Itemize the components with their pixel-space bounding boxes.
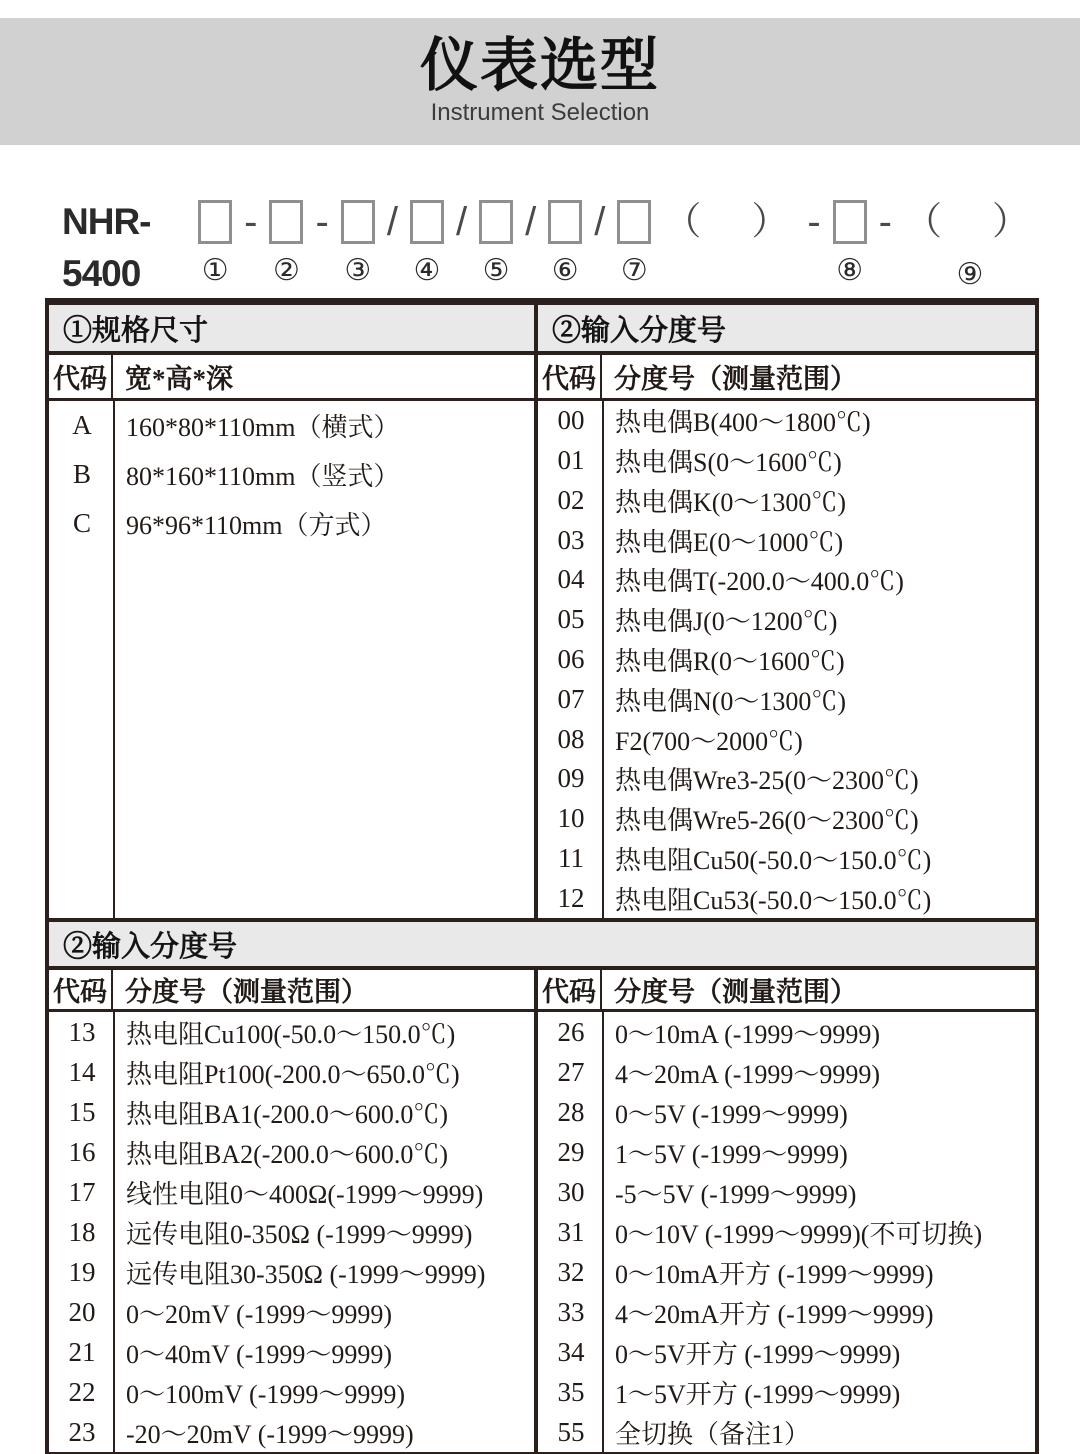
selection-table-2: [45, 922, 1039, 1454]
model-box: [269, 196, 303, 288]
code-cell: 55: [557, 1416, 585, 1447]
range-cell: 热电偶Wre3-25(0～2300℃): [615, 766, 919, 796]
table-row: [538, 600, 1035, 640]
model-prefix: NHR-5400: [62, 201, 151, 294]
dash-separator: /: [525, 200, 537, 244]
model-separator: [525, 196, 536, 292]
table2-right-rows: [538, 1012, 1035, 1452]
code-cell: 34: [557, 1336, 585, 1367]
range-cell: 0～5V (-1999～9999): [615, 1099, 848, 1129]
range-cell: 全切换（备注1）: [615, 1419, 811, 1449]
table-row: [49, 1092, 534, 1132]
code-cell: 00: [557, 405, 585, 436]
model-box: [833, 196, 867, 288]
dash-separator: -: [807, 200, 821, 244]
column-header-dimensions: 宽*高*深: [125, 364, 233, 394]
table-row: [538, 679, 1035, 719]
dash-separator: -: [878, 200, 892, 244]
table-row: [538, 401, 1035, 441]
range-cell: 热电阻Cu100(-50.0～150.0℃): [126, 1019, 456, 1049]
model-separator: [315, 196, 328, 292]
column-header-range: 分度号（测量范围）: [614, 364, 857, 394]
table-row: [49, 401, 534, 450]
table-row: [49, 1372, 534, 1412]
code-cell: 20: [68, 1296, 96, 1327]
table-row: [538, 878, 1035, 918]
code-cell: 32: [557, 1256, 585, 1287]
dash-separator: /: [455, 200, 468, 244]
model-box: [479, 196, 513, 288]
range-cell: F2(700～2000℃): [615, 726, 803, 756]
paren-separator: （ ）: [903, 201, 1036, 243]
range-cell: 0～100mV (-1999～9999): [126, 1379, 406, 1409]
range-cell: 热电偶E(0～1000℃): [615, 527, 844, 557]
table-row: [538, 481, 1035, 521]
code-cell: 16: [68, 1136, 96, 1167]
column-header-range: 分度号（测量范围）: [614, 977, 857, 1007]
code-cell: 15: [68, 1096, 96, 1127]
table-row: [538, 799, 1035, 839]
dash-separator: /: [594, 200, 606, 244]
model-code-box: [198, 200, 232, 244]
model-box: [341, 196, 375, 288]
range-cell: 热电阻BA2(-200.0～600.0℃): [126, 1139, 449, 1169]
table-row: [49, 1012, 534, 1052]
column-header-code: 代码: [538, 355, 602, 398]
table-row: [538, 1372, 1035, 1412]
table1-left-column-headers: [49, 355, 534, 401]
table-row: [49, 1292, 534, 1332]
code-cell: C: [72, 508, 91, 538]
table-row: [538, 520, 1035, 560]
range-cell: 96*96*110mm（方式）: [126, 511, 387, 540]
code-cell: 07: [557, 683, 585, 714]
code-cell: 10: [557, 803, 585, 834]
model-separator: [244, 196, 257, 292]
page-title: 仪表选型: [419, 33, 660, 99]
table2-right-column-headers: [538, 970, 1035, 1012]
table-row: [49, 1172, 534, 1212]
position-number: ⑧: [836, 253, 864, 288]
table-row: [538, 719, 1035, 759]
range-cell: 热电偶K(0～1300℃): [615, 487, 847, 517]
code-cell: 12: [557, 882, 585, 913]
model-separator: [456, 196, 467, 292]
code-cell: 31: [557, 1216, 585, 1247]
model-separator: [387, 196, 398, 292]
table-row: [49, 1212, 534, 1252]
range-cell: 热电偶N(0～1300℃): [615, 686, 847, 716]
range-cell: 热电偶S(0～1600℃): [615, 448, 842, 478]
page-banner: [0, 18, 1080, 145]
table-row: [538, 1052, 1035, 1092]
model-box: [617, 196, 651, 288]
table-row: [49, 1132, 534, 1172]
range-cell: 0～10V (-1999～9999)(不可切换): [615, 1219, 983, 1249]
column-header-code: 代码: [49, 355, 113, 398]
code-cell: 08: [557, 723, 585, 754]
table-row: [538, 1132, 1035, 1172]
table2-body: [49, 970, 1035, 1452]
model-box: [198, 196, 232, 288]
code-cell: 03: [557, 524, 585, 555]
range-cell: 热电阻BA1(-200.0～600.0℃): [126, 1099, 449, 1129]
code-cell: 21: [68, 1336, 96, 1367]
code-cell: 01: [557, 445, 585, 476]
range-cell: 热电偶R(0～1600℃): [615, 646, 845, 676]
table2-left-column-headers: [49, 970, 534, 1012]
table2-left-section: [49, 970, 538, 1452]
range-cell: 0～10mA (-1999～9999): [615, 1019, 881, 1049]
position-number: ③: [344, 253, 372, 288]
range-cell: 0～5V开方 (-1999～9999): [615, 1339, 901, 1369]
table1-right-column-headers: [538, 355, 1035, 401]
range-cell: -5～5V (-1999～9999): [615, 1179, 857, 1209]
code-cell: B: [72, 459, 91, 489]
code-cell: 13: [68, 1016, 96, 1047]
table-row: [49, 450, 534, 499]
table2-right-section: [538, 970, 1035, 1452]
dash-separator: /: [386, 200, 398, 244]
range-cell: 热电偶J(0～1200℃): [615, 607, 838, 637]
position-number: ⑦: [620, 253, 648, 288]
page-subtitle: Instrument Selection: [430, 98, 650, 126]
range-cell: 远传电阻0-350Ω (-1999～9999): [126, 1219, 473, 1249]
range-cell: -20～20mV (-1999～9999): [126, 1419, 414, 1449]
code-cell: 33: [557, 1296, 585, 1327]
table-row: [538, 640, 1035, 680]
table-row: [538, 1332, 1035, 1372]
table-row: [538, 1012, 1035, 1052]
table-row: [538, 560, 1035, 600]
range-cell: 热电偶Wre5-26(0～2300℃): [615, 806, 919, 836]
code-cell: 22: [68, 1376, 96, 1407]
position-number: ⑤: [482, 253, 510, 288]
range-cell: 热电阻Cu53(-50.0～150.0℃): [615, 885, 932, 915]
position-number: ④: [413, 253, 441, 288]
position-number: ⑨: [956, 257, 984, 292]
model-code-box: [479, 200, 513, 244]
model-box: [548, 196, 582, 288]
code-cell: 17: [68, 1176, 96, 1207]
range-cell: 80*160*110mm（竖式）: [126, 462, 400, 491]
selection-table-1: [45, 298, 1039, 922]
code-cell: 19: [68, 1256, 96, 1287]
model-code-box: [269, 200, 303, 244]
dash-separator: -: [244, 200, 258, 244]
section-header-size: ①规格尺寸: [49, 305, 534, 355]
code-cell: 11: [558, 842, 584, 873]
model-separator: [663, 196, 795, 292]
column-header-range: 分度号（测量范围）: [125, 977, 368, 1007]
table-row: [49, 499, 534, 548]
model-code-box: [410, 200, 444, 244]
table1-size-section: [49, 305, 538, 918]
model-units: [192, 196, 1042, 292]
range-cell: 0～20mV (-1999～9999): [126, 1299, 393, 1329]
range-cell: 热电偶B(400～1800℃): [615, 408, 871, 438]
range-cell: 远传电阻30-350Ω (-1999～9999): [126, 1259, 486, 1289]
table-row: [538, 441, 1035, 481]
model-separator: [594, 196, 605, 292]
position-number: ⑥: [551, 253, 579, 288]
table-row: [538, 759, 1035, 799]
position-number: ①: [201, 253, 229, 288]
range-cell: 热电阻Cu50(-50.0～150.0℃): [615, 845, 932, 875]
table-row: [538, 838, 1035, 878]
table-row: [49, 1052, 534, 1092]
section-header-input-index: ②输入分度号: [538, 305, 1035, 355]
model-separator: [904, 196, 1036, 292]
code-cell: 26: [557, 1016, 585, 1047]
range-cell: 4～20mA开方 (-1999～9999): [615, 1299, 934, 1329]
section-header-input-index-2: ②输入分度号: [49, 922, 1035, 970]
range-cell: 160*80*110mm（横式）: [126, 413, 400, 442]
model-code-box: [833, 200, 867, 244]
model-separator: [879, 196, 892, 292]
table-row: [538, 1212, 1035, 1252]
paren-separator: （ ）: [663, 201, 796, 243]
range-cell: 1～5V (-1999～9999): [615, 1139, 848, 1169]
code-cell: 29: [557, 1136, 585, 1167]
column-header-code: 代码: [538, 970, 602, 1009]
model-separator: [807, 196, 820, 292]
code-cell: 05: [557, 604, 585, 635]
range-cell: 热电阻Pt100(-200.0～650.0℃): [126, 1059, 460, 1089]
code-cell: 30: [557, 1176, 585, 1207]
model-code-line: [62, 196, 1042, 300]
code-cell: 09: [557, 763, 585, 794]
table1-input-section: [538, 305, 1035, 918]
table-row: [49, 1252, 534, 1292]
model-code-box: [617, 200, 651, 244]
code-cell: 14: [68, 1056, 96, 1087]
code-cell: 23: [68, 1416, 96, 1447]
code-cell: 35: [557, 1376, 585, 1407]
table-row: [49, 1412, 534, 1452]
model-code-box: [341, 200, 375, 244]
dash-separator: -: [315, 200, 329, 244]
position-number: ②: [273, 253, 300, 288]
range-cell: 热电偶T(-200.0～400.0℃): [615, 567, 904, 597]
code-cell: 02: [557, 484, 585, 515]
code-cell: 06: [557, 643, 585, 674]
table-row: [538, 1292, 1035, 1332]
table-row: [49, 1332, 534, 1372]
table2-left-rows: [49, 1012, 534, 1452]
range-cell: 1～5V开方 (-1999～9999): [615, 1379, 901, 1409]
range-cell: 线性电阻0～400Ω(-1999～9999): [126, 1179, 484, 1209]
code-cell: 04: [557, 564, 585, 595]
model-box: [410, 196, 444, 288]
code-cell: 27: [557, 1056, 585, 1087]
table-row: [538, 1412, 1035, 1452]
code-cell: A: [72, 410, 92, 440]
column-header-code: 代码: [49, 970, 113, 1009]
table-row: [538, 1092, 1035, 1132]
code-cell: 18: [68, 1216, 96, 1247]
model-code-box: [548, 200, 582, 244]
table-row: [538, 1252, 1035, 1292]
range-cell: 0～40mV (-1999～9999): [126, 1339, 393, 1369]
table1-right-rows: [538, 401, 1035, 918]
table-row: [538, 1172, 1035, 1212]
range-cell: 0～10mA开方 (-1999～9999): [615, 1259, 934, 1289]
code-cell: 28: [557, 1096, 585, 1127]
range-cell: 4～20mA (-1999～9999): [615, 1059, 881, 1089]
table1-left-rows: [49, 401, 534, 918]
